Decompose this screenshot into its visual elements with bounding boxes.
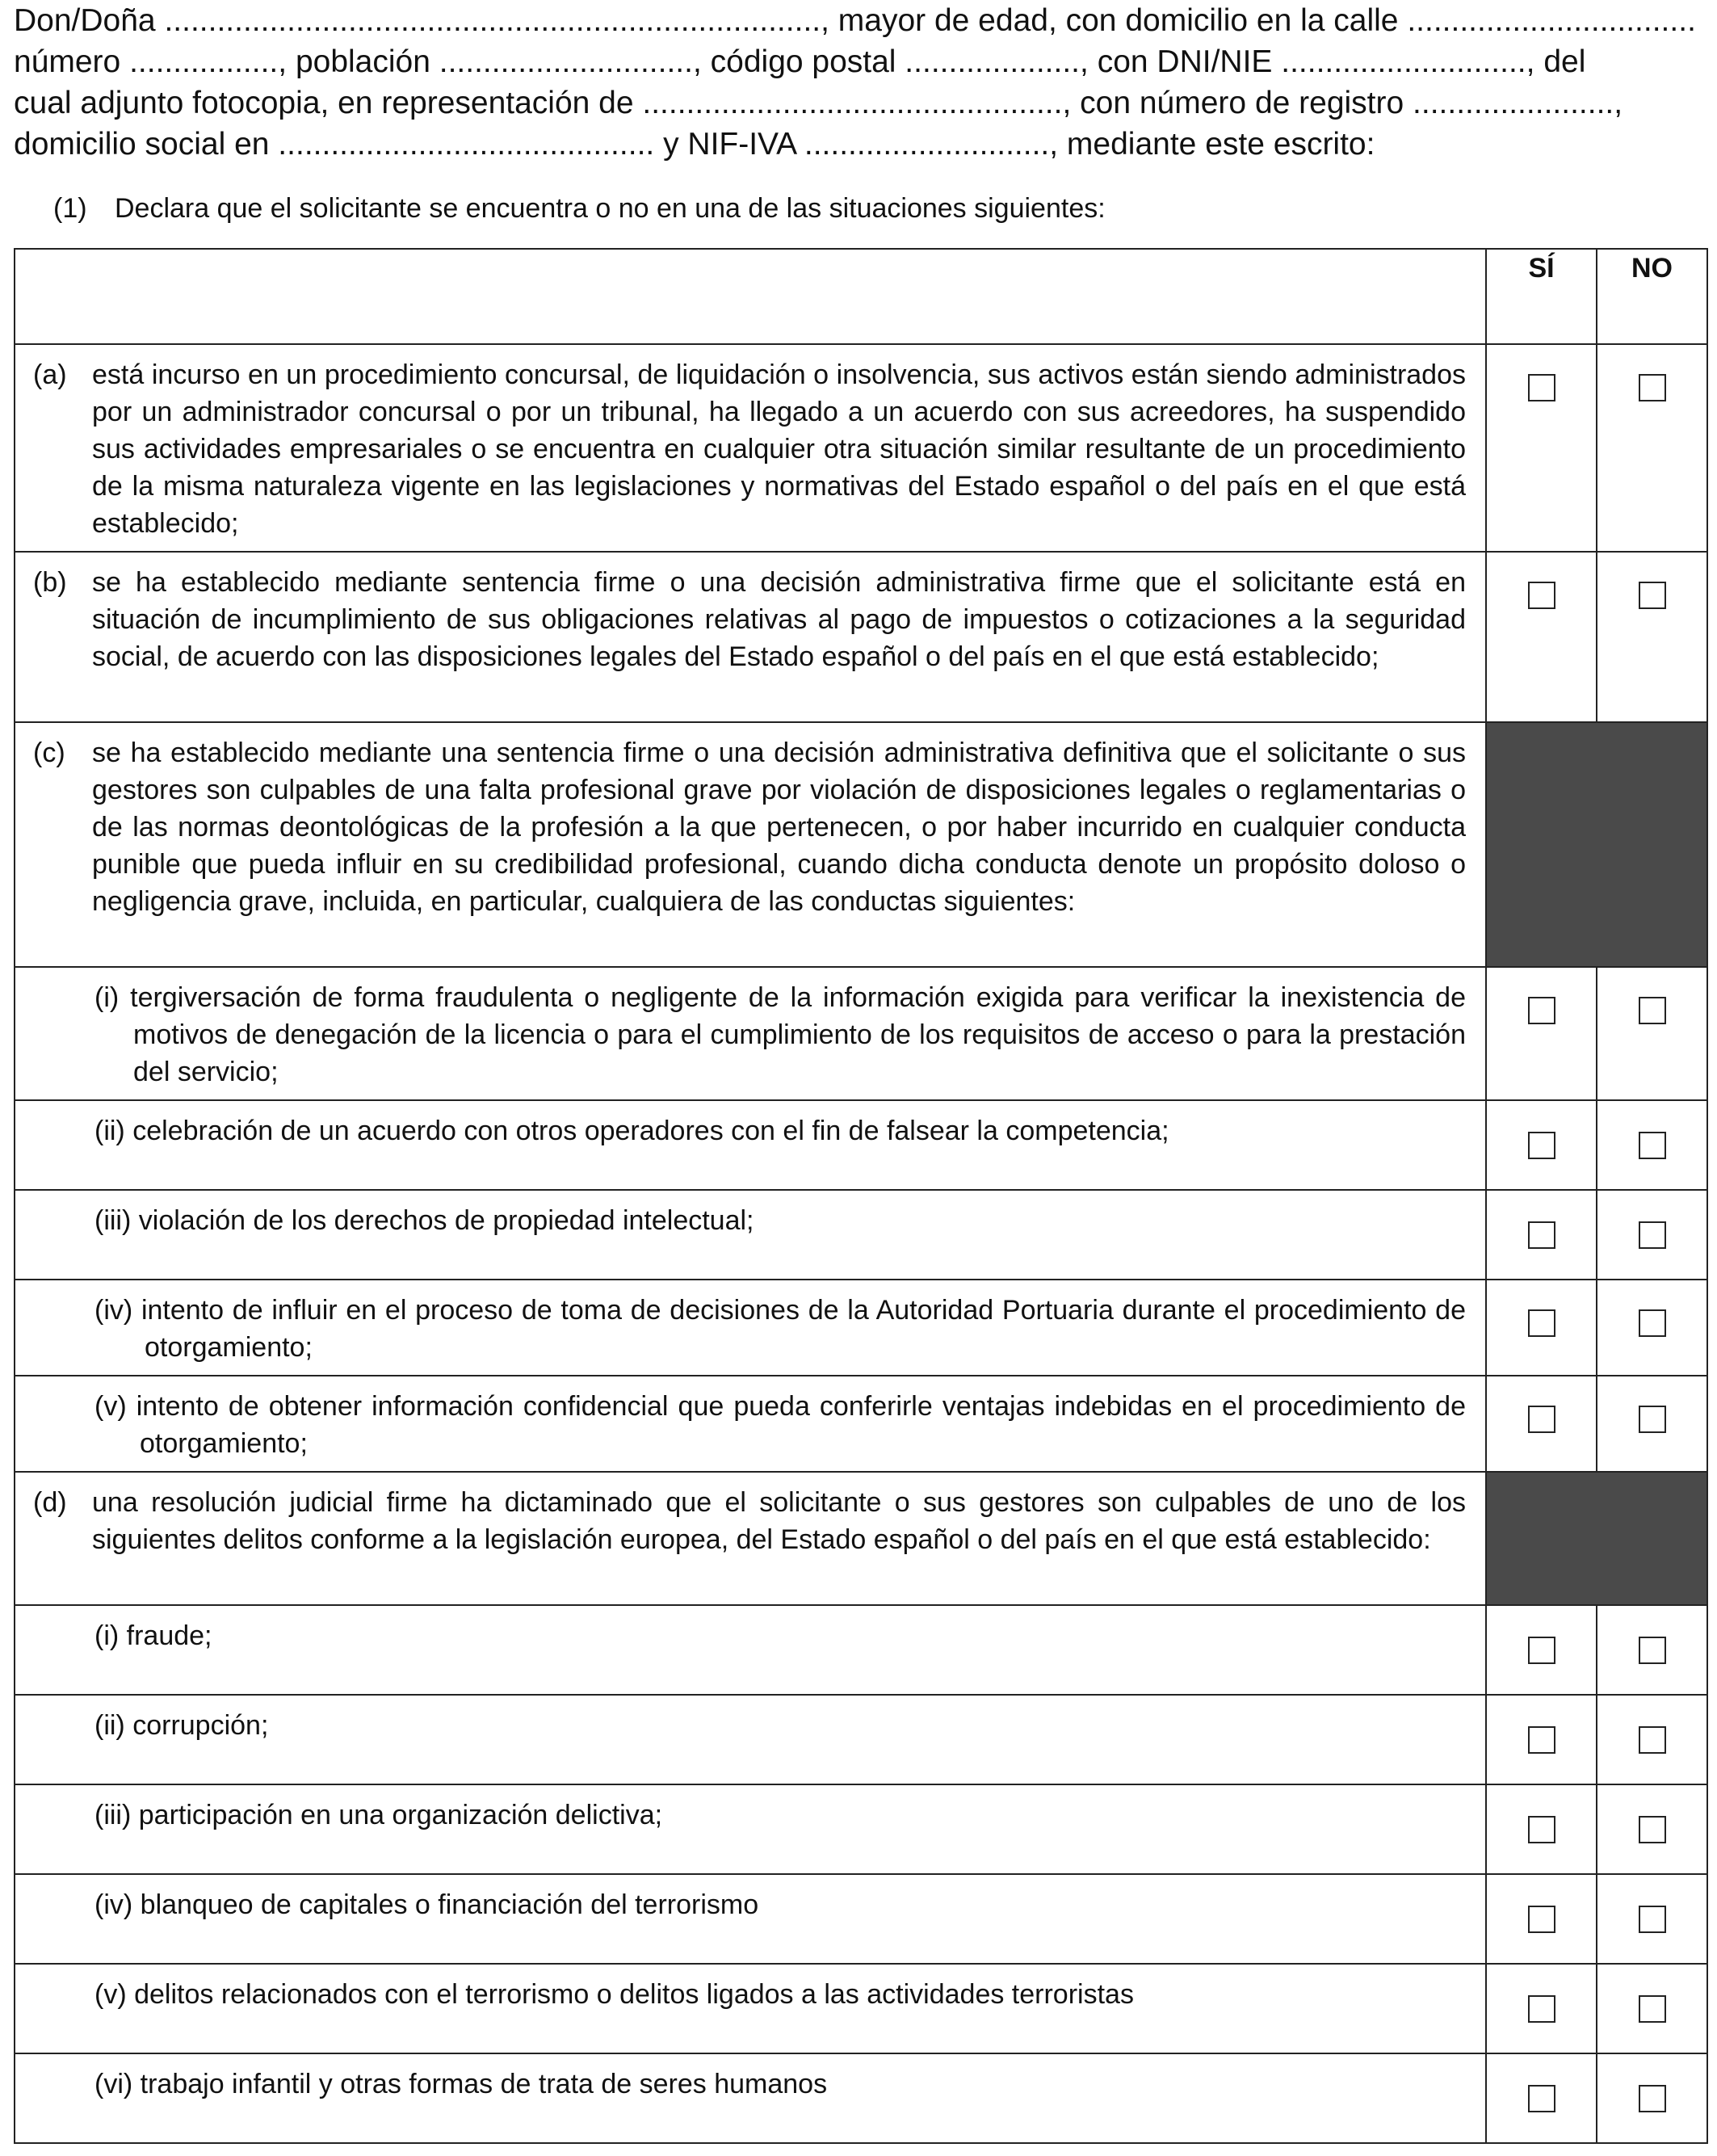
no-checkbox-d-i[interactable] — [1639, 1637, 1666, 1664]
sub-item-label: (iii) — [94, 1205, 132, 1236]
intro-line: cual adjunto fotocopia, en representación de ................................................, con número de registro ......................., — [14, 86, 1623, 120]
table-row-c — [15, 722, 1707, 967]
yes-checkbox-c-v[interactable] — [1528, 1406, 1555, 1433]
sub-item-label: (i) — [94, 982, 120, 1013]
yes-cell — [1486, 344, 1597, 552]
sub-item-text: tergiversación de forma fraudulenta o negligente de la información exigida para verificar la inexistencia de motivos de denegación de la licencia o para el cumplimiento de los requisitos de acceso o para la prestación del servicio; — [130, 982, 1467, 1087]
item-text: se ha establecido mediante sentencia firme o una decisión administrativa firme que el solicitante está en situación de incumplimiento de sus obligaciones relativas al pago de impuestos o cotizaciones a la seguridad social, de acuerdo con las disposiciones legales del Estado español o del país en el que está establecido; — [92, 567, 1466, 672]
sub-item-cell — [15, 1964, 1486, 2053]
sub-item-cell — [15, 1695, 1486, 1784]
no-cell — [1597, 1605, 1707, 1695]
no-cell — [1597, 344, 1707, 552]
header-yes: SÍ — [1486, 249, 1597, 344]
no-checkbox-d-ii[interactable] — [1639, 1726, 1666, 1754]
yes-checkbox-d-iii[interactable] — [1528, 1816, 1555, 1843]
yes-cell — [1486, 1695, 1597, 1784]
item-text: está incurso en un procedimiento concursal, de liquidación o insolvencia, sus activos están siendo administrados por un administrador concursal o por un tribunal, ha llegado a un acuerdo con sus acreedores, ha suspendido sus actividades empresariales o se encuentra en cualquier otra situación similar resultante de un procedimiento de la misma naturaleza vigente en las legislaciones y normativas del Estado español o del país en el que está establecido; — [92, 359, 1466, 539]
sub-item-label: (iv) — [94, 1889, 133, 1920]
sub-item-text: intento de influir en el proceso de toma de decisiones de la Autoridad Portuaria durante el procedimiento de otorgamiento; — [141, 1295, 1466, 1363]
sub-item-cell — [15, 1280, 1486, 1376]
table-row-d — [15, 1472, 1707, 1605]
table-row-a — [15, 344, 1707, 552]
sub-item-text: fraude; — [126, 1620, 212, 1651]
yes-checkbox-c-ii[interactable] — [1528, 1132, 1555, 1159]
table-row-d-v — [15, 1964, 1707, 2053]
yes-checkbox-a[interactable] — [1528, 374, 1555, 401]
sub-item-cell — [15, 1874, 1486, 1964]
no-checkbox-c-i[interactable] — [1639, 997, 1666, 1024]
yes-checkbox-d-iv[interactable] — [1528, 1906, 1555, 1933]
sub-item-text: participación en una organización delictiva; — [138, 1800, 663, 1830]
no-checkbox-c-iii[interactable] — [1639, 1221, 1666, 1249]
item-label: (a) — [33, 359, 67, 390]
table-row-c-v — [15, 1376, 1707, 1472]
no-cell — [1597, 1784, 1707, 1874]
no-cell — [1597, 1376, 1707, 1472]
sub-item-text: intento de obtener información confidencial que pueda conferirle ventajas indebidas en el procedimiento de otorgamiento; — [136, 1391, 1466, 1459]
no-cell — [1597, 1964, 1707, 2053]
yes-checkbox-d-vi[interactable] — [1528, 2085, 1555, 2112]
shaded-cell — [1486, 722, 1707, 967]
yes-cell — [1486, 1280, 1597, 1376]
yes-cell — [1486, 1100, 1597, 1190]
sub-item-text: delitos relacionados con el terrorismo o delitos ligados a las actividades terroristas — [134, 1979, 1134, 2010]
no-checkbox-d-iii[interactable] — [1639, 1816, 1666, 1843]
item-label: (b) — [33, 567, 67, 598]
no-cell — [1597, 1190, 1707, 1280]
yes-checkbox-c-iii[interactable] — [1528, 1221, 1555, 1249]
yes-cell — [1486, 1190, 1597, 1280]
sub-item-cell — [15, 1190, 1486, 1280]
sub-item-cell — [15, 1376, 1486, 1472]
no-cell — [1597, 552, 1707, 722]
shaded-cell — [1486, 1472, 1707, 1605]
yes-checkbox-b[interactable] — [1528, 582, 1555, 609]
intro-paragraph — [14, 0, 1710, 165]
table-row-d-iv — [15, 1874, 1707, 1964]
yes-checkbox-d-ii[interactable] — [1528, 1726, 1555, 1754]
intro-line: número ................., población ............................., código postal ...................., con DNI/NIE ............................, del — [14, 44, 1586, 79]
table-row-c-i — [15, 967, 1707, 1100]
yes-cell — [1486, 552, 1597, 722]
yes-cell — [1486, 1784, 1597, 1874]
sub-item-label: (ii) — [94, 1116, 125, 1146]
no-cell — [1597, 1280, 1707, 1376]
table-row-d-vi — [15, 2053, 1707, 2143]
no-checkbox-d-vi[interactable] — [1639, 2085, 1666, 2112]
no-cell — [1597, 1874, 1707, 1964]
no-checkbox-c-ii[interactable] — [1639, 1132, 1666, 1159]
sub-item-label: (v) — [94, 1979, 127, 2010]
sub-item-cell — [15, 2053, 1486, 2143]
sub-item-label: (iii) — [94, 1800, 132, 1830]
sub-item-text: celebración de un acuerdo con otros operadores con el fin de falsear la competencia; — [132, 1116, 1169, 1146]
no-cell — [1597, 1695, 1707, 1784]
table-row-c-iv — [15, 1280, 1707, 1376]
sub-item-cell — [15, 1100, 1486, 1190]
sub-item-cell — [15, 1605, 1486, 1695]
yes-cell — [1486, 1964, 1597, 2053]
sub-item-label: (v) — [94, 1391, 127, 1422]
intro-line: domicilio social en ........................................... y NIF-IVA ............................, mediante este escrito: — [14, 127, 1375, 162]
item-b-cell — [15, 552, 1486, 722]
declaration-line — [53, 192, 1106, 225]
yes-cell — [1486, 1874, 1597, 1964]
sub-item-text: violación de los derechos de propiedad intelectual; — [138, 1205, 754, 1236]
item-label: (c) — [33, 738, 65, 768]
declaration-number: (1) — [53, 193, 87, 224]
no-checkbox-a[interactable] — [1639, 374, 1666, 401]
no-checkbox-c-v[interactable] — [1639, 1406, 1666, 1433]
no-checkbox-c-iv[interactable] — [1639, 1309, 1666, 1337]
yes-cell — [1486, 1376, 1597, 1472]
yes-checkbox-c-iv[interactable] — [1528, 1309, 1555, 1337]
table-row-d-i — [15, 1605, 1707, 1695]
yes-checkbox-c-i[interactable] — [1528, 997, 1555, 1024]
sub-item-text: blanqueo de capitales o financiación del terrorismo — [140, 1889, 759, 1920]
no-cell — [1597, 967, 1707, 1100]
item-text: una resolución judicial firme ha dictaminado que el solicitante o sus gestores son culpables de uno de los siguientes delitos conforme a la legislación europea, del Estado español o del país en el que está establecido: — [92, 1487, 1466, 1555]
yes-checkbox-d-v[interactable] — [1528, 1995, 1555, 2023]
item-c-cell — [15, 722, 1486, 967]
table-row-d-ii — [15, 1695, 1707, 1784]
item-d-cell — [15, 1472, 1486, 1605]
table-header-row — [15, 249, 1707, 344]
situations-table — [14, 248, 1708, 2144]
item-text: se ha establecido mediante una sentencia firme o una decisión administrativa definitiva que el solicitante o sus gestores son culpables de una falta profesional grave por violación de disposiciones legales o reglamentarias o de las normas deontológicas de la profesión a la que pertenecen, o por haber incurrido en cualquier conducta punible que pueda influir en su credibilidad profesional, cuando dicha conducta denote un propósito doloso o negligencia grave, incluida, en particular, cualquiera de las conductas siguientes: — [92, 738, 1466, 917]
table-row-c-ii — [15, 1100, 1707, 1190]
no-checkbox-b[interactable] — [1639, 582, 1666, 609]
item-label: (d) — [33, 1487, 67, 1518]
item-a-cell — [15, 344, 1486, 552]
sub-item-cell — [15, 967, 1486, 1100]
no-checkbox-d-v[interactable] — [1639, 1995, 1666, 2023]
no-cell — [1597, 2053, 1707, 2143]
declaration-text: Declara que el solicitante se encuentra o no en una de las situaciones siguientes: — [115, 193, 1106, 224]
table-row-c-iii — [15, 1190, 1707, 1280]
sub-item-label: (i) — [94, 1620, 120, 1651]
sub-item-text: trabajo infantil y otras formas de trata de seres humanos — [140, 2069, 828, 2099]
yes-cell — [1486, 1605, 1597, 1695]
header-blank-cell — [15, 249, 1486, 344]
yes-cell — [1486, 967, 1597, 1100]
intro-line: Don/Doña ..........................................................................., mayor de edad, con domicilio en la calle ................................. — [14, 3, 1696, 38]
sub-item-label: (vi) — [94, 2069, 133, 2099]
sub-item-cell — [15, 1784, 1486, 1874]
sub-item-label: (iv) — [94, 1295, 133, 1326]
sub-item-label: (ii) — [94, 1710, 125, 1741]
no-checkbox-d-iv[interactable] — [1639, 1906, 1666, 1933]
sub-item-text: corrupción; — [132, 1710, 269, 1741]
no-cell — [1597, 1100, 1707, 1190]
yes-cell — [1486, 2053, 1597, 2143]
header-no: NO — [1597, 249, 1707, 344]
yes-checkbox-d-i[interactable] — [1528, 1637, 1555, 1664]
table-row-d-iii — [15, 1784, 1707, 1874]
table-row-b — [15, 552, 1707, 722]
